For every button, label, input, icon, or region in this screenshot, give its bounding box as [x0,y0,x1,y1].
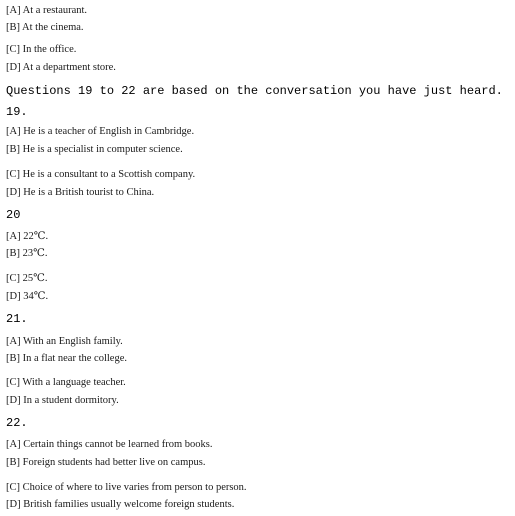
q22-option-d: [D] British families usually welcome foreign students. [6,499,235,510]
q22-option-c: [C] Choice of where to live varies from person to person. [6,482,247,493]
question-number-21: 21. [6,312,28,326]
question-number-22: 22. [6,416,28,430]
q21-option-a: [A] With an English family. [6,336,123,347]
q20-option-d: [D] 34℃. [6,291,49,302]
q20-option-b: [B] 23℃. [6,248,48,259]
q19-option-c: [C] He is a consultant to a Scottish company. [6,169,196,180]
question-number-19: 19. [6,105,28,119]
q20-option-c: [C] 25℃. [6,273,48,284]
q19-option-d: [D] He is a British tourist to China. [6,187,155,198]
question-number-20: 20 [6,208,21,222]
option-c: [C] In the office. [6,44,77,55]
section-instruction: Questions 19 to 22 are based on the conversation you have just heard. [6,84,503,98]
option-b: [B] At the cinema. [6,22,84,33]
option-d: [D] At a department store. [6,62,116,73]
q20-option-a: [A] 22℃. [6,231,49,242]
option-a: [A] At a restaurant. [6,5,88,16]
q21-option-c: [C] With a language teacher. [6,377,126,388]
q19-option-a: [A] He is a teacher of English in Cambridge. [6,126,195,137]
q22-option-b: [B] Foreign students had better live on campus. [6,457,206,468]
q21-option-b: [B] In a flat near the college. [6,353,127,364]
q19-option-b: [B] He is a specialist in computer science. [6,144,183,155]
q21-option-d: [D] In a student dormitory. [6,395,119,406]
q22-option-a: [A] Certain things cannot be learned from books. [6,439,213,450]
